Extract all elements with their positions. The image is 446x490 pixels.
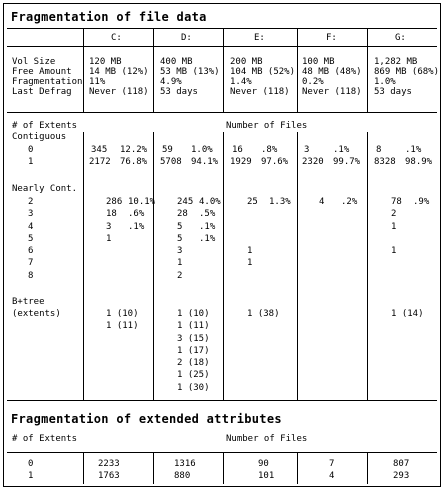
info-value: 0.2% [302,77,324,87]
file-count: 1 [391,246,397,256]
file-count: 1929 [230,157,252,167]
file-percent: 97.6% [261,157,289,167]
column-divider-lower [223,132,224,400]
column-divider-lower [297,132,298,400]
btree-value: 1 (30) [177,383,210,393]
column-divider-ea [153,453,154,484]
btree-value: 1 (10) [177,309,210,319]
column-divider-ea [83,453,84,484]
file-count: 1763 [98,471,120,481]
section-title-file-data: Fragmentation of file data [11,10,207,24]
number-of-files-label: Number of Files [226,121,308,131]
file-count: 245 [177,197,194,207]
column-divider-upper [367,29,368,112]
btree-value: 1 (25) [177,370,210,380]
file-percent: .1% [199,222,216,232]
file-percent: .6% [128,209,145,219]
btree-value: 1 (38) [247,309,280,319]
file-percent: 1.3% [269,197,291,207]
file-count: 28 [177,209,188,219]
rule-top [7,28,437,29]
extent-count: 1 [28,157,34,167]
rule-bottom-section1 [7,400,437,401]
file-count: 78 [391,197,402,207]
extents-label: # of Extents [12,121,78,131]
file-count: 3 [106,222,112,232]
info-value: 14 MB (12%) [89,67,149,77]
file-percent: .1% [405,145,422,155]
file-percent: 10.1% [128,197,156,207]
file-count: 2 [391,209,397,219]
file-count: 90 [258,459,269,469]
file-count: 345 [91,145,108,155]
extent-count: 7 [28,258,34,268]
column-divider-ea [297,453,298,484]
file-count: 2233 [98,459,120,469]
info-value: 11% [89,77,106,87]
rule-under-info [7,112,437,113]
btree-value: 1 (10) [106,309,139,319]
file-count: 1316 [174,459,196,469]
file-percent: .2% [341,197,358,207]
file-percent: .1% [333,145,350,155]
info-value: Never (118) [230,87,290,97]
file-count: 807 [393,459,410,469]
file-percent: .1% [199,234,216,244]
file-percent: 76.8% [120,157,148,167]
file-count: 1 [247,258,253,268]
info-value: 869 MB (68%) [374,67,440,77]
column-divider-ea [367,453,368,484]
file-count: 880 [174,471,191,481]
section-title-extended-attributes: Fragmentation of extended attributes [11,412,282,426]
file-count: 2 [177,271,183,281]
extent-count: 3 [28,209,34,219]
file-percent: .5% [199,209,216,219]
file-count: 1 [106,234,112,244]
column-header-drive: D: [181,33,192,43]
file-percent: 98.9% [405,157,433,167]
column-divider-upper [297,29,298,112]
info-value: 53 days [160,87,198,97]
btree-value: 1 (17) [177,346,210,356]
info-value: 200 MB [230,57,263,67]
btree-label: B+tree [12,297,45,307]
column-header-drive: C: [111,33,122,43]
column-divider-lower [153,132,154,400]
info-value: 120 MB [89,57,122,67]
btree-value: 1 (11) [177,321,210,331]
info-value: 104 MB (52%) [230,67,296,77]
file-count: 16 [232,145,243,155]
file-count: 4 [319,197,325,207]
extent-count: 4 [28,222,34,232]
column-header-drive: F: [326,33,337,43]
file-count: 25 [247,197,258,207]
file-count: 2172 [89,157,111,167]
file-count: 3 [304,145,310,155]
column-header-drive: E: [254,33,265,43]
extent-count: 0 [28,145,34,155]
extent-count: 1 [28,471,34,481]
contiguous-label: Contiguous [12,132,67,142]
info-value: 48 MB (48%) [302,67,362,77]
column-divider-lower [367,132,368,400]
column-divider-upper [153,29,154,112]
file-count: 59 [162,145,173,155]
file-count: 5 [177,234,183,244]
column-divider-ea [223,453,224,484]
info-value: 100 MB [302,57,335,67]
info-value: 1.0% [374,77,396,87]
file-percent: 99.7% [333,157,361,167]
file-count: 3 [177,246,183,256]
file-percent: .8% [261,145,278,155]
column-divider-upper [83,29,84,112]
file-count: 101 [258,471,275,481]
file-count: 8 [376,145,382,155]
file-percent: 4.0% [199,197,221,207]
file-percent: 94.1% [191,157,219,167]
info-value: Never (118) [89,87,149,97]
extent-count: 5 [28,234,34,244]
file-count: 1 [177,258,183,268]
btree-extents-label: (extents) [12,309,61,319]
nearly-contiguous-label: Nearly Cont. [12,184,78,194]
info-value: 1,282 MB [374,57,418,67]
column-divider-upper [223,29,224,112]
file-percent: .9% [413,197,430,207]
column-header-drive: G: [395,33,406,43]
btree-value: 2 (18) [177,358,210,368]
extents-label-ea: # of Extents [12,434,78,444]
column-divider-lower [83,132,84,400]
info-value: 4.9% [160,77,182,87]
extent-count: 0 [28,459,34,469]
info-value: 400 MB [160,57,193,67]
btree-value: 3 (15) [177,334,210,344]
info-label: Fragmentation [12,77,83,87]
file-count: 2320 [302,157,324,167]
file-count: 293 [393,471,410,481]
info-label: Vol Size [12,57,56,67]
extent-count: 8 [28,271,34,281]
file-percent: .1% [128,222,145,232]
file-count: 1 [247,246,253,256]
file-count: 1 [391,222,397,232]
extent-count: 6 [28,246,34,256]
file-percent: 12.2% [120,145,148,155]
file-count: 5 [177,222,183,232]
info-label: Last Defrag [12,87,72,97]
info-value: 53 days [374,87,412,97]
file-count: 18 [106,209,117,219]
info-value: Never (118) [302,87,362,97]
file-percent: 1.0% [191,145,213,155]
btree-value: 1 (11) [106,321,139,331]
file-count: 4 [329,471,335,481]
rule-top-section2 [7,452,437,453]
file-count: 8328 [374,157,396,167]
number-of-files-label-ea: Number of Files [226,434,308,444]
info-value: 1.4% [230,77,252,87]
btree-value: 1 (14) [391,309,424,319]
rule-under-headers [7,46,437,47]
file-count: 7 [329,459,335,469]
file-count: 5708 [160,157,182,167]
info-label: Free Amount [12,67,72,77]
file-count: 286 [106,197,123,207]
info-value: 53 MB (13%) [160,67,220,77]
extent-count: 2 [28,197,34,207]
